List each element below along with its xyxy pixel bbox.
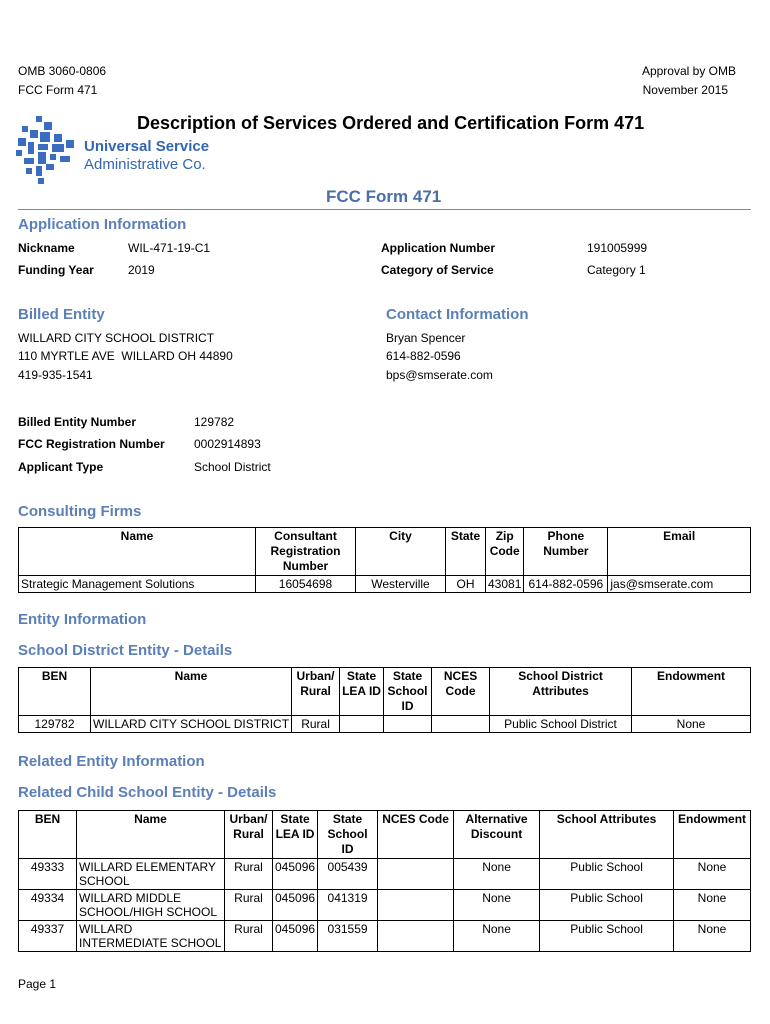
cell-school-attributes: Public School <box>540 921 674 952</box>
col-nces: NCES Code <box>432 668 490 716</box>
table-row <box>19 890 751 921</box>
col-endowment: Endowment <box>674 811 751 859</box>
related-child-table <box>18 810 751 952</box>
frn-label: FCC Registration Number <box>18 437 165 451</box>
usac-logo-icon <box>16 116 80 186</box>
cell-name: WILLARD MIDDLE SCHOOL/HIGH SCHOOL <box>77 890 225 921</box>
school-district-heading: School District Entity - Details <box>18 642 233 659</box>
nickname-label: Nickname <box>18 241 75 255</box>
school-district-table <box>18 667 751 733</box>
page-title: Description of Services Ordered and Certification Form 471 <box>137 113 645 133</box>
billed-entity-heading: Billed Entity <box>18 306 105 323</box>
cell-state-lea: 045096 <box>273 890 318 921</box>
cell-urban-rural: Rural <box>225 859 273 890</box>
entity-info-heading: Entity Information <box>18 611 147 628</box>
billed-entity-address: 110 MYRTLE AVE WILLARD OH 44890 <box>18 349 233 363</box>
col-ben: BEN <box>19 811 77 859</box>
col-state: State <box>446 528 486 576</box>
col-phone: Phone Number <box>524 528 608 576</box>
cell-ben: 49334 <box>19 890 77 921</box>
cell-urban-rural: Rural <box>292 716 340 733</box>
approval-date: November 2015 <box>642 83 728 97</box>
usac-logo <box>16 116 216 186</box>
table-row <box>19 921 751 952</box>
cell-state-school: 031559 <box>318 921 378 952</box>
cell-state-school <box>384 716 432 733</box>
logo-line2: Administrative Co. <box>84 156 206 173</box>
billed-entity-phone: 419-935-1541 <box>18 368 93 382</box>
cell-name: WILLARD INTERMEDIATE SCHOOL <box>77 921 225 952</box>
col-consultant-reg: Consultant Registration Number <box>256 528 356 576</box>
col-endowment: Endowment <box>632 668 751 716</box>
cell-alt-discount: None <box>454 921 540 952</box>
consulting-table <box>18 527 751 593</box>
cell-urban-rural: Rural <box>225 921 273 952</box>
col-name: Name <box>91 668 292 716</box>
cell-city: Westerville <box>356 576 446 593</box>
cell-state-lea: 045096 <box>273 859 318 890</box>
funding-year-label: Funding Year <box>18 263 94 277</box>
cell-name: WILLARD ELEMENTARY SCHOOL <box>77 859 225 890</box>
app-number-label: Application Number <box>381 241 496 255</box>
table-row <box>19 859 751 890</box>
frn-value: 0002914893 <box>194 437 261 451</box>
logo-line1: Universal Service <box>84 138 210 155</box>
related-child-heading: Related Child School Entity - Details <box>18 784 277 801</box>
page-number: Page 1 <box>18 977 57 991</box>
application-info-heading: Application Information <box>18 216 187 233</box>
cell-ben: 49333 <box>19 859 77 890</box>
contact-heading: Contact Information <box>386 306 529 323</box>
cell-name: Strategic Management Solutions <box>19 576 256 593</box>
cell-attributes: Public School District <box>490 716 632 733</box>
cell-alt-discount: None <box>454 890 540 921</box>
consulting-heading: Consulting Firms <box>18 503 142 520</box>
cell-school-attributes: Public School <box>540 859 674 890</box>
contact-email: bps@smserate.com <box>386 368 493 382</box>
table-row <box>19 716 751 733</box>
title-divider <box>18 209 751 210</box>
cell-school-attributes: Public School <box>540 890 674 921</box>
col-state-lea: State LEA ID <box>273 811 318 859</box>
col-city: City <box>356 528 446 576</box>
table-header-row <box>19 811 751 859</box>
ben-label: Billed Entity Number <box>18 415 137 429</box>
ben-value: 129782 <box>194 415 235 429</box>
cell-phone: 614-882-0596 <box>524 576 608 593</box>
col-zip: Zip Code <box>486 528 524 576</box>
contact-phone: 614-882-0596 <box>386 349 461 363</box>
cell-ben: 49337 <box>19 921 77 952</box>
cell-nces <box>378 859 454 890</box>
applicant-type-value: School District <box>194 460 271 474</box>
cell-state-school: 005439 <box>318 859 378 890</box>
cell-state: OH <box>446 576 486 593</box>
col-state-lea: State LEA ID <box>340 668 384 716</box>
cell-ben: 129782 <box>19 716 91 733</box>
col-state-school: State School ID <box>318 811 378 859</box>
cell-endowment: None <box>632 716 751 733</box>
cell-endowment: None <box>674 859 751 890</box>
applicant-type-label: Applicant Type <box>18 460 104 474</box>
col-state-school: State School ID <box>384 668 432 716</box>
col-name: Name <box>77 811 225 859</box>
form-title: FCC Form 471 <box>326 187 442 206</box>
cell-state-school: 041319 <box>318 890 378 921</box>
cell-zip: 43081 <box>486 576 524 593</box>
omb-number: OMB 3060-0806 <box>18 64 107 78</box>
contact-name: Bryan Spencer <box>386 331 466 345</box>
form-id: FCC Form 471 <box>18 83 98 97</box>
cell-urban-rural: Rural <box>225 890 273 921</box>
cell-state-lea <box>340 716 384 733</box>
cell-alt-discount: None <box>454 859 540 890</box>
col-name: Name <box>19 528 256 576</box>
funding-year-value: 2019 <box>128 263 155 277</box>
category-value: Category 1 <box>587 263 646 277</box>
table-header-row <box>19 528 751 576</box>
col-attributes: School District Attributes <box>490 668 632 716</box>
table-header-row <box>19 668 751 716</box>
billed-entity-name: WILLARD CITY SCHOOL DISTRICT <box>18 331 215 345</box>
cell-state-lea: 045096 <box>273 921 318 952</box>
cell-nces <box>378 890 454 921</box>
col-nces: NCES Code <box>378 811 454 859</box>
nickname-value: WIL-471-19-C1 <box>128 241 211 255</box>
category-label: Category of Service <box>381 263 494 277</box>
cell-email: jas@smserate.com <box>608 576 751 593</box>
cell-nces <box>378 921 454 952</box>
cell-consultant-reg: 16054698 <box>256 576 356 593</box>
approval-text: Approval by OMB <box>641 64 736 78</box>
table-row <box>19 576 751 593</box>
cell-nces <box>432 716 490 733</box>
col-alt-discount: Alternative Discount <box>454 811 540 859</box>
col-email: Email <box>608 528 751 576</box>
cell-endowment: None <box>674 890 751 921</box>
col-urban-rural: Urban/ Rural <box>225 811 273 859</box>
col-ben: BEN <box>19 668 91 716</box>
col-school-attributes: School Attributes <box>540 811 674 859</box>
app-number-value: 191005999 <box>587 241 648 255</box>
cell-name: WILLARD CITY SCHOOL DISTRICT <box>91 716 292 733</box>
col-urban-rural: Urban/ Rural <box>292 668 340 716</box>
cell-endowment: None <box>674 921 751 952</box>
related-entity-heading: Related Entity Information <box>18 753 205 770</box>
